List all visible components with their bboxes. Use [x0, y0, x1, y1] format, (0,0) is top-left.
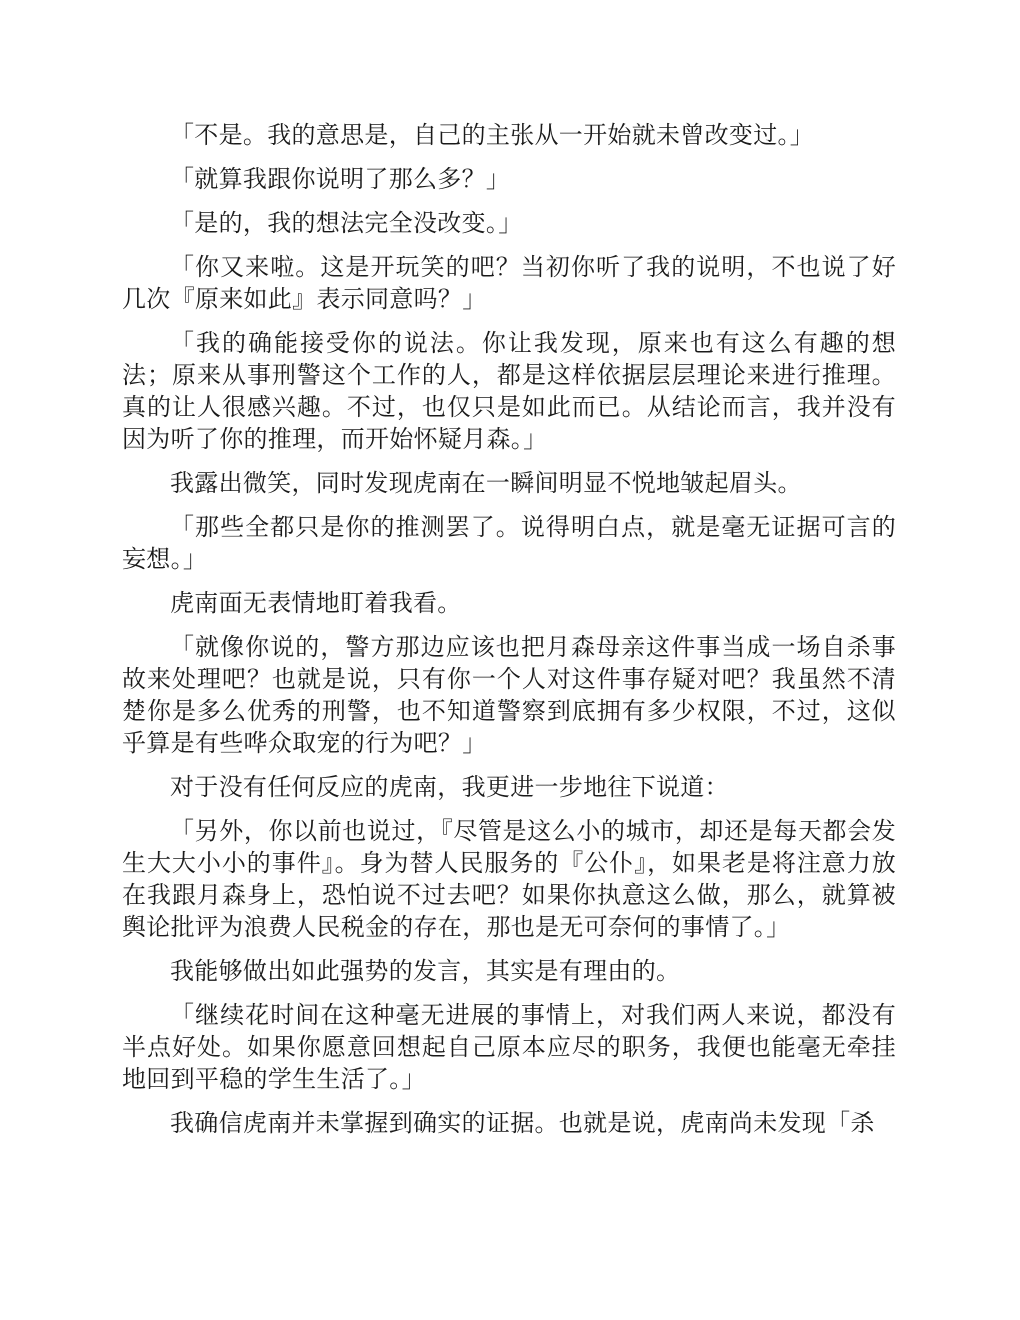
paragraph-7: 「那些全都只是你的推测罢了。说得明白点，就是毫无证据可言的妄想。」	[122, 513, 896, 573]
paragraph-9: 「就像你说的，警方那边应该也把月森母亲这件事当成一场自杀事故来处理吧？也就是说，只有你一个人对这件事存疑对吧？我虽然不清楚你是多么优秀的刑警，也不知道警察到底拥有多少权限，不过，这似乎算是有些哗众取宠的行为吧？」	[122, 633, 896, 757]
paragraph-3: 「是的，我的想法完全没改变。」	[170, 209, 523, 237]
paragraph-2: 「就算我跟你说明了那么多？」	[170, 165, 511, 193]
paragraph-8: 虎南面无表情地盯着我看。	[170, 589, 462, 617]
paragraph-1: 「不是。我的意思是，自己的主张从一开始就未曾改变过。」	[170, 121, 815, 149]
body-text	[122, 119, 896, 1151]
paragraph-10: 对于没有任何反应的虎南，我更进一步地往下说道：	[170, 773, 729, 801]
paragraph-14: 我确信虎南并未掌握到确实的证据。也就是说，虎南尚未发现「杀	[170, 1109, 875, 1137]
paragraph-5: 「我的确能接受你的说法。你让我发现，原来也有这么有趣的想法；原来从事刑警这个工作的人，都是这样依据层层理论来进行推理。真的让人很感兴趣。不过，也仅只是如此而已。从结论而言，我并没有因为听了你的推理，而开始怀疑月森。」	[122, 329, 896, 453]
paragraph-13: 「继续花时间在这种毫无进展的事情上，对我们两人来说，都没有半点好处。如果你愿意回想起自己原本应尽的职务，我便也能毫无牵挂地回到平稳的学生生活了。」	[122, 1001, 896, 1093]
paragraph-4: 「你又来啦。这是开玩笑的吧？当初你听了我的说明，不也说了好几次『原来如此』表示同意吗？」	[122, 253, 896, 313]
paragraph-12: 我能够做出如此强势的发言，其实是有理由的。	[170, 957, 681, 985]
paragraph-11: 「另外，你以前也说过，『尽管是这么小的城市，却还是每天都会发生大大小小的事件』。身为替人民服务的『公仆』，如果老是将注意力放在我跟月森身上，恐怕说不过去吧？如果你执意这么做，那么，就算被舆论批评为浪费人民税金的存在，那也是无可奈何的事情了。」	[122, 817, 896, 941]
paragraph-6: 我露出微笑，同时发现虎南在一瞬间明显不悦地皱起眉头。	[170, 469, 802, 497]
